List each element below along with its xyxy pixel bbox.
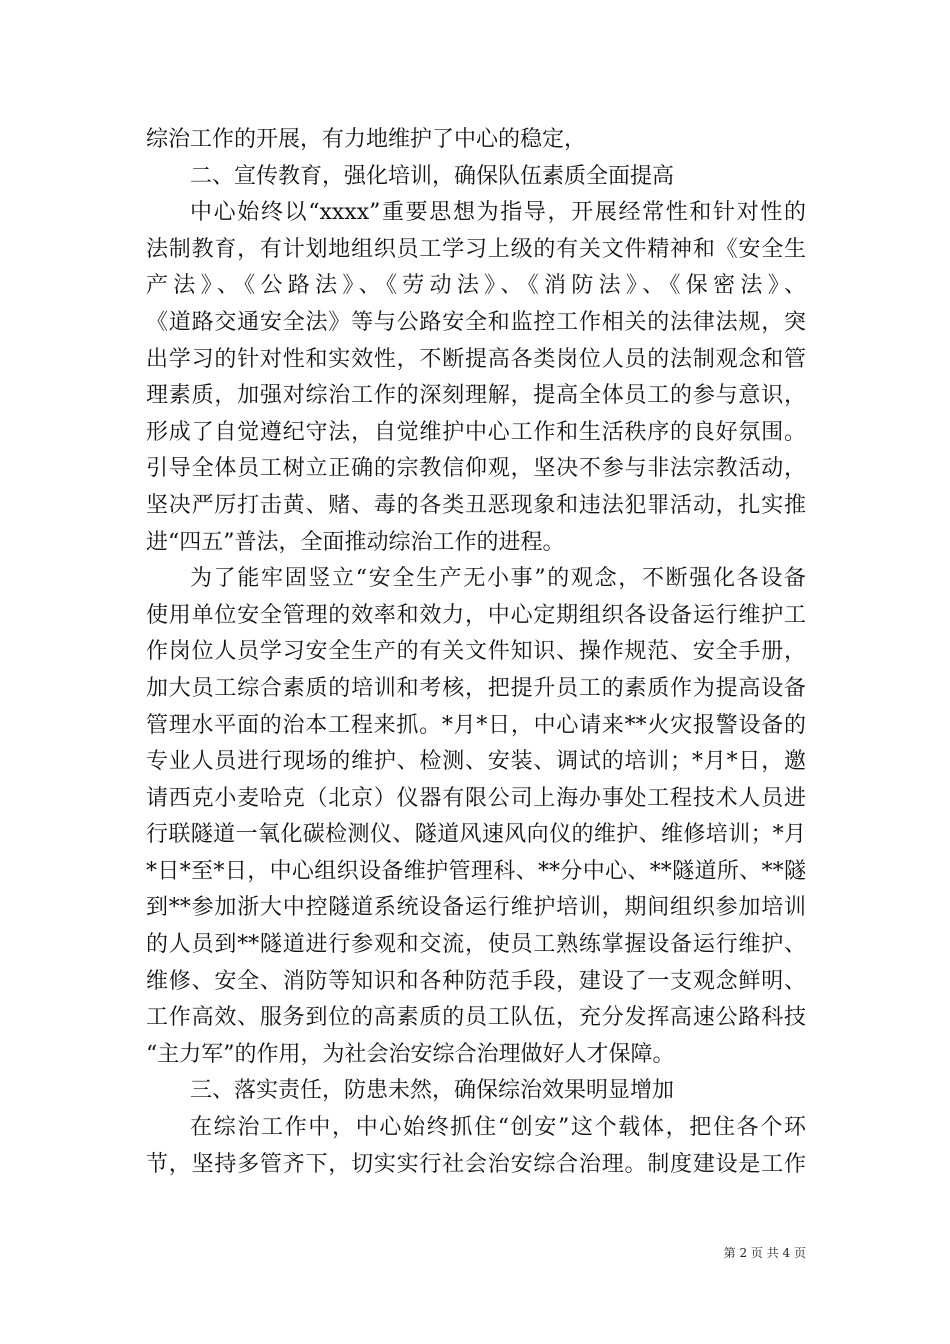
text-line: 法制教育，有计划地组织员工学习上级的有关文件精神和《安全生 [146,236,806,262]
document-body [146,122,806,1183]
text-line: 综治工作的开展，有力地维护了中心的稳定， [146,127,587,152]
text-line: 引导全体员工树立正确的宗教信仰观，坚决不参与非法宗教活动， [146,456,806,482]
text-line: 到**参加浙大中控隧道系统设备运行维护培训，期间组织参加培训 [146,895,806,921]
text-line: 加大员工综合素质的培训和考核，把提升员工的素质作为提高设备 [146,675,806,701]
text-line: 产法》、《公路法》、《劳动法》、《消防法》、《保密法》、 [146,273,806,299]
text-line: 形成了自觉遵纪守法，自觉维护中心工作和生活秩序的良好氛围。 [146,419,806,445]
text-line: 节，坚持多管齐下，切实实行社会治安综合治理。制度建设是工作 [146,1151,806,1177]
text-line: 中心始终以“xxxx”重要思想为指导，开展经常性和针对性的 [190,200,806,226]
text-line: 的人员到**隧道进行参观和交流，使员工熟练掌握设备运行维护、 [146,932,806,958]
page-number-footer: 第 2 页 共 4 页 [723,1246,806,1260]
text-line: 作岗位人员学习安全生产的有关文件知识、操作规范、安全手册， [146,639,806,665]
text-line: “主力军”的作用，为社会治安综合治理做好人才保障。 [146,1041,675,1067]
text-line: 使用单位安全管理的效率和效力，中心定期组织各设备运行维护工 [146,602,806,628]
text-line: 为了能牢固竖立“安全生产无小事”的观念，不断强化各设备 [190,566,806,592]
text-line: 行联隧道一氧化碳检测仪、隧道风速风向仪的维护、维修培训；*月 [146,822,806,848]
text-line: 工作高效、服务到位的高素质的员工队伍，充分发挥高速公路科技 [146,1005,806,1031]
text-line: 理素质，加强对综治工作的深刻理解，提高全体员工的参与意识， [146,383,806,409]
text-line: 专业人员进行现场的维护、检测、安装、调试的培训；*月*日，邀 [146,749,806,775]
text-line: *日*至*日，中心组织设备维护管理科、**分中心、**隧道所、**隧 [146,858,806,884]
text-line: 在综治工作中，中心始终抓住“创安”这个载体，把住各个环 [190,1115,806,1141]
text-line: 请西克小麦哈克（北京）仪器有限公司上海办事处工程技术人员进 [146,785,806,811]
text-line: 进“四五”普法，全面推动综治工作的进程。 [146,529,565,555]
section-heading-2: 二、宣传教育，强化培训，确保队伍素质全面提高 [190,163,675,189]
text-line: 维修、安全、消防等知识和各种防范手段，建设了一支观念鲜明、 [146,968,806,994]
text-line: 管理水平面的治本工程来抓。*月*日，中心请来**火灾报警设备的 [146,712,806,738]
section-heading-3: 三、落实责任，防患未然，确保综治效果明显增加 [190,1078,675,1104]
text-line: 出学习的针对性和实效性，不断提高各类岗位人员的法制观念和管 [146,346,806,372]
text-line: 坚决严厉打击黄、赌、毒的各类丑恶现象和违法犯罪活动，扎实推 [146,492,806,518]
text-line: 《道路交通安全法》等与公路安全和监控工作相关的法律法规，突 [146,309,806,335]
